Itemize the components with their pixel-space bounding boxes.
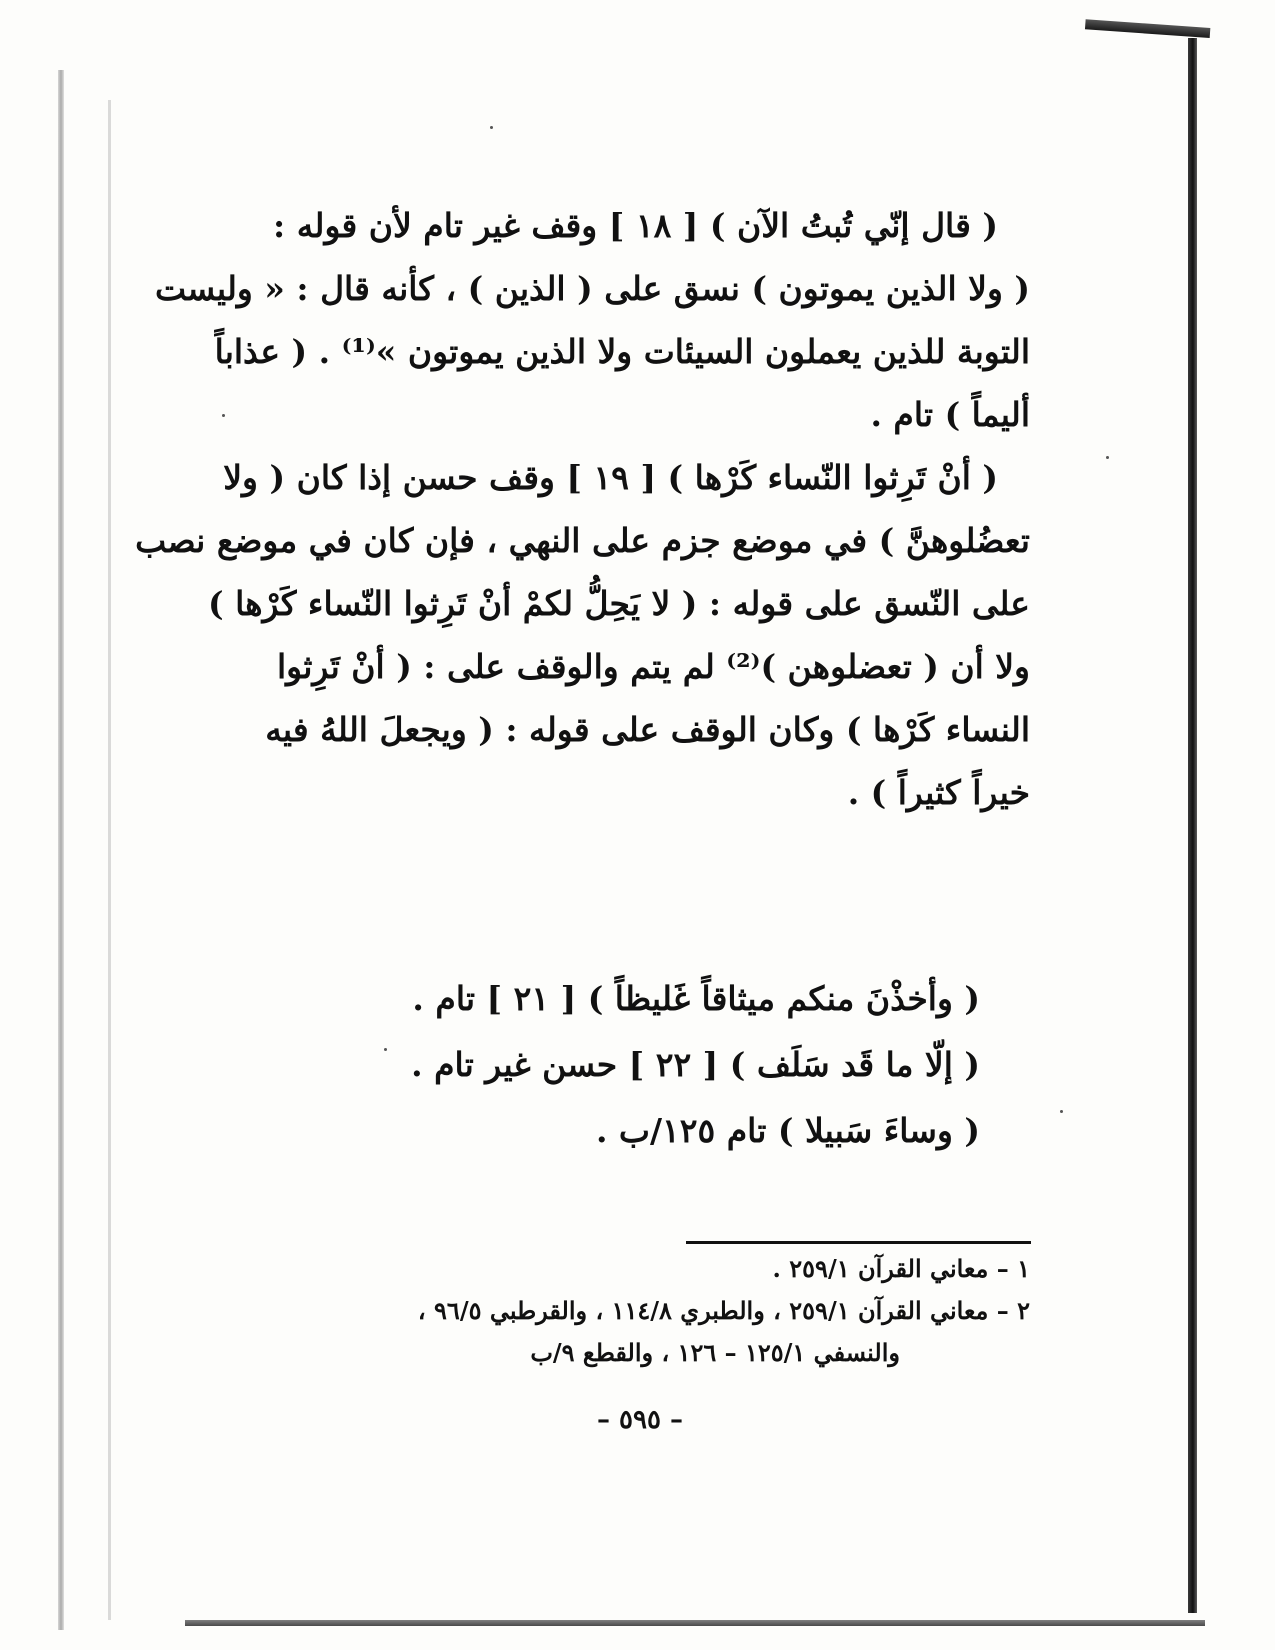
scan-speck: [222, 414, 225, 417]
text-line: النساء كَرْها ) وكان الوقف على قوله : ( ويجعلَ اللهُ فيه: [265, 710, 1030, 749]
main-text-block: [135, 194, 1030, 824]
scan-top-right-edge: [1085, 19, 1210, 38]
text-line: ( أنْ تَرِثوا النّساء كَرْها ) [ ١٩ ] وقف حسن إذا كان ( ولا: [223, 458, 998, 497]
verse-line: ( وساءَ سَبيلا ) تام ١٢٥/ب .: [595, 1111, 980, 1150]
scan-speck: [1060, 1110, 1063, 1113]
text-line: تعضُلوهنَّ ) في موضع جزم على النهي ، فإن كان في موضع نصب: [135, 521, 1030, 560]
footnote-1: ١ – معاني القرآن ٢٥٩/١ .: [772, 1254, 1030, 1283]
text-line: ( قال إنّي تُبتُ الآن ) [ ١٨ ] وقف غير تام لأن قوله :: [273, 206, 998, 245]
text-line: ولا أن ( تعضلوهن )⁽²⁾ لم يتم والوقف على : ( أنْ تَرِثوا: [277, 647, 1030, 686]
footnote-2: ٢ – معاني القرآن ٢٥٩/١ ، والطبري ١١٤/٨ ، والقرطبي ٩٦/٥ ،: [417, 1296, 1030, 1325]
scan-right-edge: [1188, 38, 1197, 1613]
footnotes-block: [250, 1248, 1030, 1374]
scan-left-edge: [58, 70, 64, 1630]
text-line: أليماً ) تام .: [870, 395, 1030, 434]
text-line: خيراً كثيراً ) .: [847, 773, 1030, 812]
verse-line: ( وأخذْنَ منكم ميثاقاً غَليظاً ) [ ٢١ ] تام .: [412, 979, 980, 1018]
scan-speck: [490, 126, 493, 129]
verse-line: ( إلّا ما قَد سَلَف ) [ ٢٢ ] حسن غير تام .: [411, 1045, 980, 1084]
footnote-separator: [686, 1241, 1031, 1244]
scan-speck: [1106, 456, 1109, 459]
scan-bottom-edge: [185, 1620, 1205, 1626]
scan-left-edge-inner: [108, 100, 111, 1620]
text-line: على النّسق على قوله : ( لا يَحِلُّ لكمْ أنْ تَرِثوا النّساء كَرْها ): [207, 584, 1030, 623]
scan-speck: [384, 1048, 387, 1051]
page-number: – ٥٩٥ –: [596, 1405, 684, 1435]
verse-lines-block: [411, 966, 980, 1164]
text-line: التوبة للذين يعملون السيئات ولا الذين يموتون »⁽¹⁾ . ( عذاباً: [214, 332, 1030, 371]
text-line: ( ولا الذين يموتون ) نسق على ( الذين ) ، كأنه قال : « وليست: [155, 269, 1030, 308]
footnote-2-continued: والنسفي ١٢٥/١ – ١٢٦ ، والقطع ٩/ب: [530, 1338, 900, 1367]
